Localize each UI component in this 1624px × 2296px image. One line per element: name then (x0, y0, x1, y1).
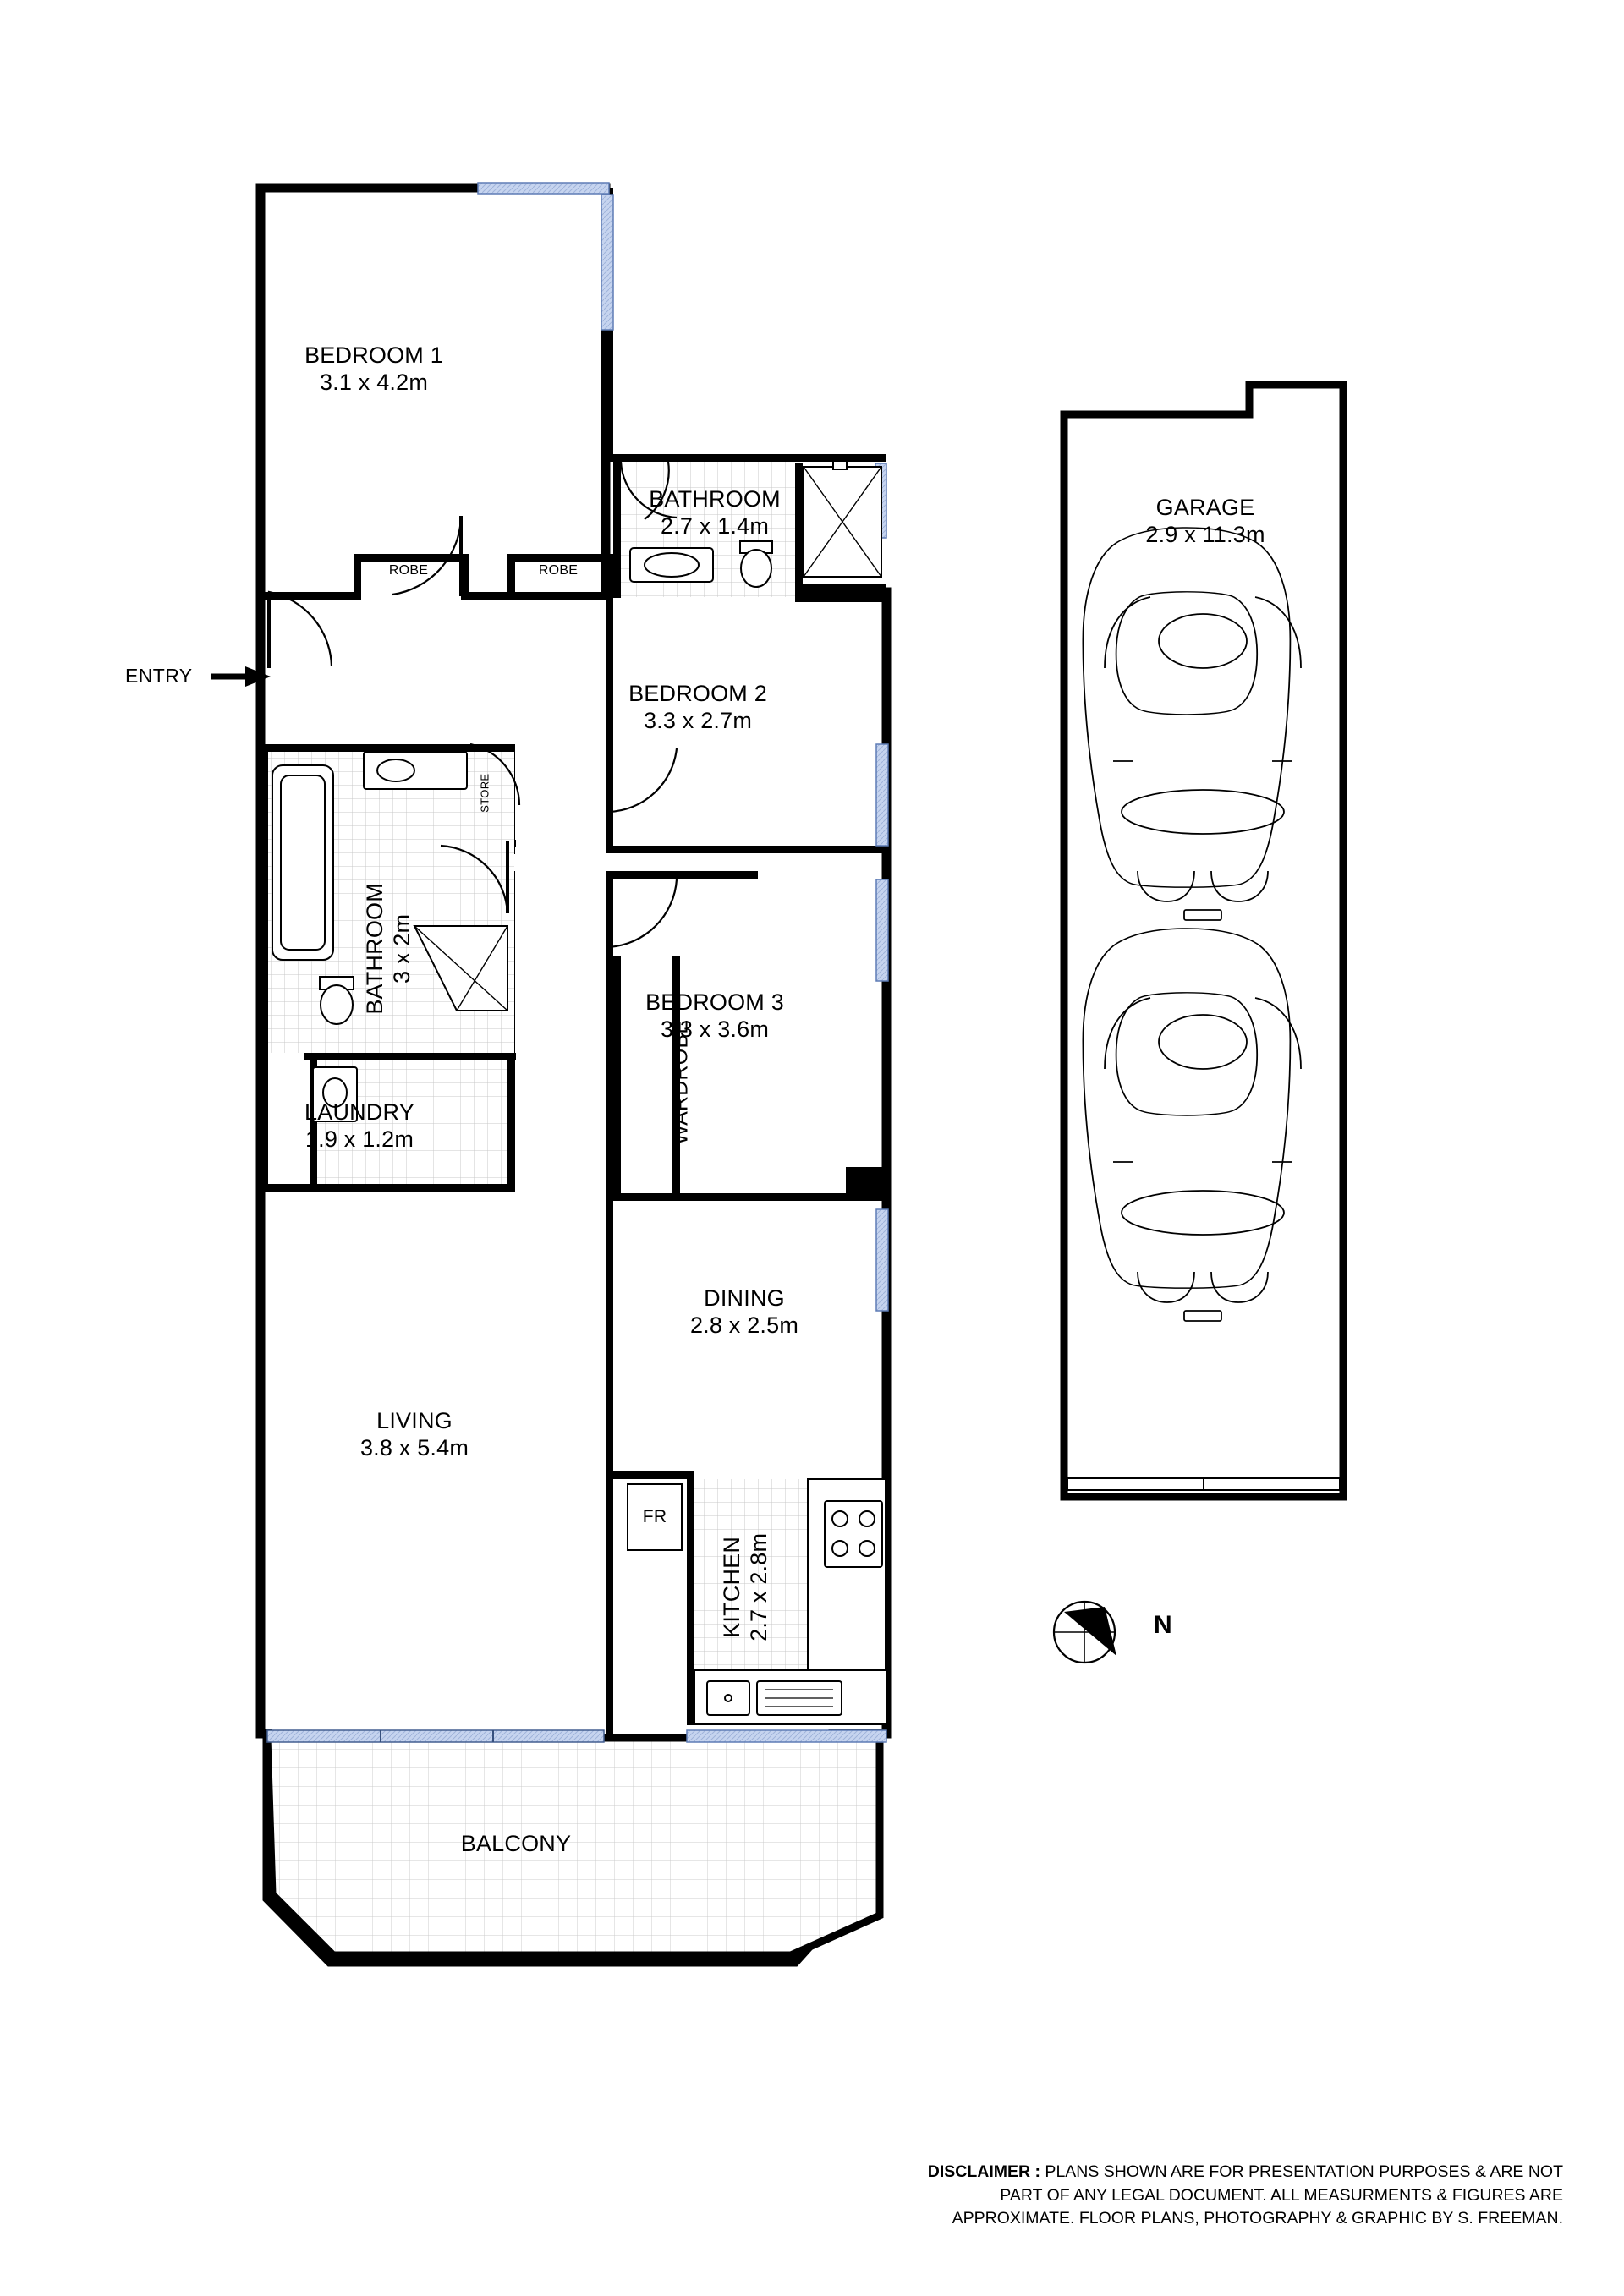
room-label-laundry: LAUNDRY 1.9 x 1.2m (304, 1099, 414, 1152)
disclaimer-line-1: PLANS SHOWN ARE FOR PRESENTATION PURPOSES & ARE NOT (1040, 2162, 1563, 2181)
north-label: N (1154, 1611, 1172, 1639)
room-label-balcony: BALCONY (460, 1831, 572, 1856)
fridge-label: FR (642, 1507, 667, 1526)
room-label-bedroom1: BEDROOM 1 3.1 x 4.2m (304, 342, 443, 395)
disclaimer (785, 2161, 1563, 2231)
disclaimer-lead: DISCLAIMER : (927, 2162, 1041, 2181)
compass-icon (1054, 1602, 1116, 1663)
robe-label-right: ROBE (538, 563, 579, 578)
robe-label-left: ROBE (388, 563, 429, 578)
entry-label: ENTRY (125, 665, 193, 687)
room-label-living: LIVING 3.8 x 5.4m (359, 1408, 469, 1460)
store-label: STORE (478, 773, 491, 813)
disclaimer-line-3: APPROXIMATE. FLOOR PLANS, PHOTOGRAPHY & GRAPHIC BY S. FREEMAN. (952, 2209, 1563, 2228)
room-label-bedroom3: BEDROOM 3 3.3 x 3.6m (645, 989, 784, 1042)
room-label-bedroom2: BEDROOM 2 3.3 x 2.7m (628, 681, 767, 733)
wardrobe-label: WARDROBE (668, 1019, 693, 1145)
garage (1064, 385, 1343, 1497)
disclaimer-line-2: PART OF ANY LEGAL DOCUMENT. ALL MEASURMENTS & FIGURES ARE (1000, 2185, 1563, 2205)
room-label-kitchen: KITCHEN 2.7 x 2.8m (719, 1532, 771, 1641)
room-label-bathroom-ensuite: BATHROOM 2.7 x 1.4m (649, 486, 781, 539)
room-label-dining: DINING 2.8 x 2.5m (689, 1285, 799, 1338)
room-label-garage: GARAGE 2.9 x 11.3m (1145, 495, 1265, 547)
room-label-bathroom-main: BATHROOM 3 x 2m (362, 883, 414, 1015)
